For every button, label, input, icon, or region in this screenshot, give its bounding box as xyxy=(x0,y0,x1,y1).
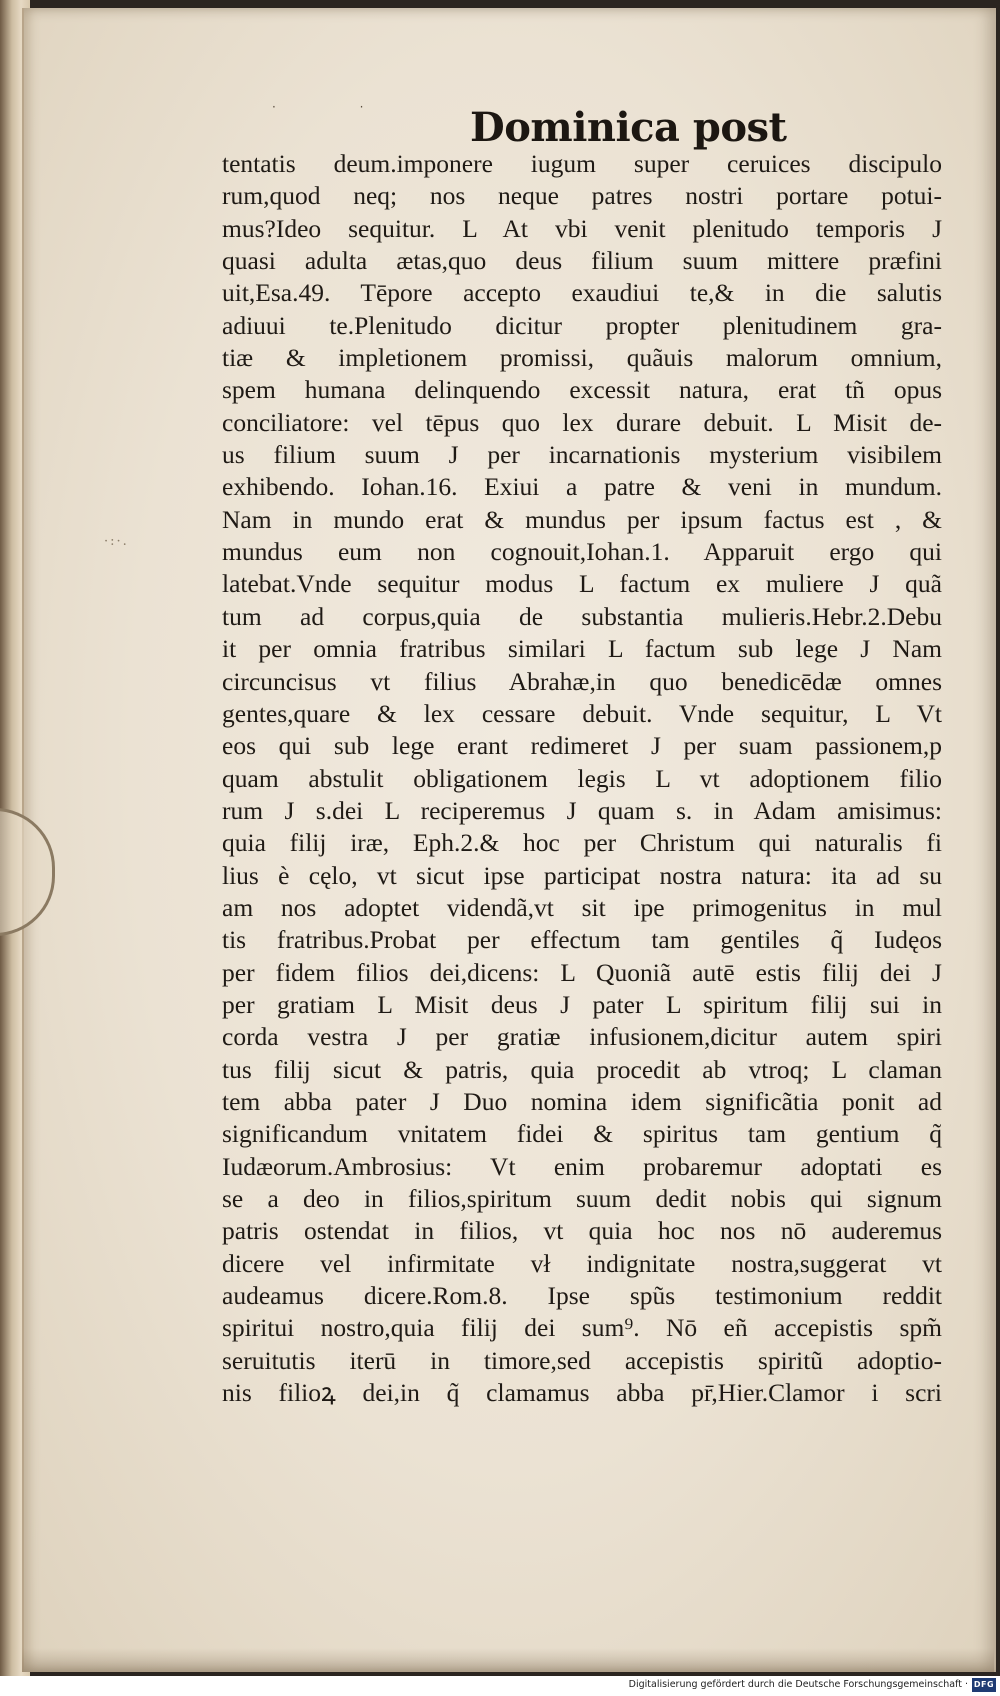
text-line: seruitutis iterū in timore,sed accepistis spiritũ adoptio- xyxy=(222,1345,942,1375)
text-line: corda vestra J per gratiæ infusionem,dicitur autem spiri xyxy=(222,1022,942,1052)
text-line: spiritui nostro,quia filij dei sum⁹. Nō eñ accepistis spm̃ xyxy=(222,1313,942,1343)
body-text xyxy=(222,148,942,1409)
text-line: Nam in mundo erat & mundus per ipsum factus est , & xyxy=(222,504,942,534)
text-line: eos qui sub lege erant redimeret J per suam passionem,p xyxy=(222,731,942,761)
text-line: tem abba pater J Duo nomina idem significãtia ponit ad xyxy=(222,1086,942,1116)
text-line: mus?Ideo sequitur. L At vbi venit plenitudo temporis J xyxy=(222,213,942,243)
dfg-logo: DFG xyxy=(972,1678,996,1692)
text-line: tis fratribus.Probat per effectum tam gentiles q̃ Iudęos xyxy=(222,925,942,955)
text-line: se a deo in filios,spiritum suum dedit nobis qui signum xyxy=(222,1184,942,1213)
text-line: exhibendo. Iohan.16. Exiui a patre & veni in mundum. xyxy=(222,472,942,502)
text-line: am nos adoptet videndã,vt sit ipe primogenitus in mul xyxy=(222,892,942,922)
marginal-mark: ·:·. xyxy=(104,534,129,549)
text-line: us filium suum J per incarnationis mysterium visibilem xyxy=(222,440,942,470)
text-line: spem humana delinquendo excessit natura, erat tñ opus xyxy=(222,375,942,405)
text-line: gentes,quare & lex cessare debuit. Vnde sequitur, L Vt xyxy=(222,698,942,728)
text-line: mundus eum non cognouit,Iohan.1. Apparuit ergo qui xyxy=(222,537,942,567)
text-line: nis filioꝝ dei,in q̃ clamamus abba pr̄,Hier.Clamor i scri xyxy=(222,1378,942,1408)
header-ornament-specks: · · xyxy=(272,100,404,114)
text-line: quam abstulit obligationem legis L vt adoptionem filio xyxy=(222,763,942,793)
text-line: dicere vel infirmitate vł indignitate nostra,suggerat vt xyxy=(222,1248,942,1278)
text-line: tiæ & impletionem promissi, quãuis malorum omnium, xyxy=(222,343,942,373)
text-line: patris ostendat in filios, vt quia hoc nos nō auderemus xyxy=(222,1216,942,1246)
running-header: Dominica post xyxy=(470,104,787,151)
text-line: tus filij sicut & patris, quia procedit ab vtroq; L claman xyxy=(222,1054,942,1084)
text-line: audeamus dicere.Rom.8. Ipse spũs testimonium reddit xyxy=(222,1281,942,1311)
text-line: lius è cęlo, vt sicut ipse participat nostra natura: ita ad su xyxy=(222,860,942,890)
text-line: quia filij iræ, Eph.2.& hoc per Christum qui naturalis fi xyxy=(222,828,942,858)
text-line: circuncisus vt filius Abrahæ,in quo benedicēdæ omnes xyxy=(222,666,942,696)
text-line: uit,Esa.49. Tēpore accepto exaudiui te,& in die salutis xyxy=(222,278,942,308)
text-line: tentatis deum.imponere iugum super ceruices discipulo xyxy=(222,149,942,178)
text-line: significandum vnitatem fidei & spiritus tam gentium q̃ xyxy=(222,1119,942,1149)
text-line: conciliatore: vel tēpus quo lex durare debuit. L Misit de- xyxy=(222,407,942,437)
text-line: tum ad corpus,quia de substantia mulieris.Hebr.2.Debu xyxy=(222,601,942,631)
text-line: Iudæorum.Ambrosius: Vt enim probaremur adoptati es xyxy=(222,1151,942,1181)
text-line: quasi adulta ætas,quo deus filium suum mittere præfini xyxy=(222,246,942,276)
text-line: rum J s.dei L reciperemus J quam s. in Adam amisimus: xyxy=(222,795,942,825)
text-line: rum,quod neq; nos neque patres nostri portare potui- xyxy=(222,181,942,211)
text-line: per gratiam L Misit deus J pater L spiritum filij sui in xyxy=(222,989,942,1019)
text-line: adiuui te.Plenitudo dicitur propter plenitudinem gra- xyxy=(222,310,942,340)
digitization-credit: Digitalisierung gefördert durch die Deutsche Forschungsgemeinschaft · xyxy=(628,1679,968,1690)
page-bottom-shadow xyxy=(22,1648,994,1672)
text-line: it per omnia fratribus similari L factum sub lege J Nam xyxy=(222,634,942,664)
text-line: per fidem filios dei,dicens: L Quoniã autē estis filij dei J xyxy=(222,957,942,987)
text-line: latebat.Vnde sequitur modus L factum ex muliere J quã xyxy=(222,569,942,599)
